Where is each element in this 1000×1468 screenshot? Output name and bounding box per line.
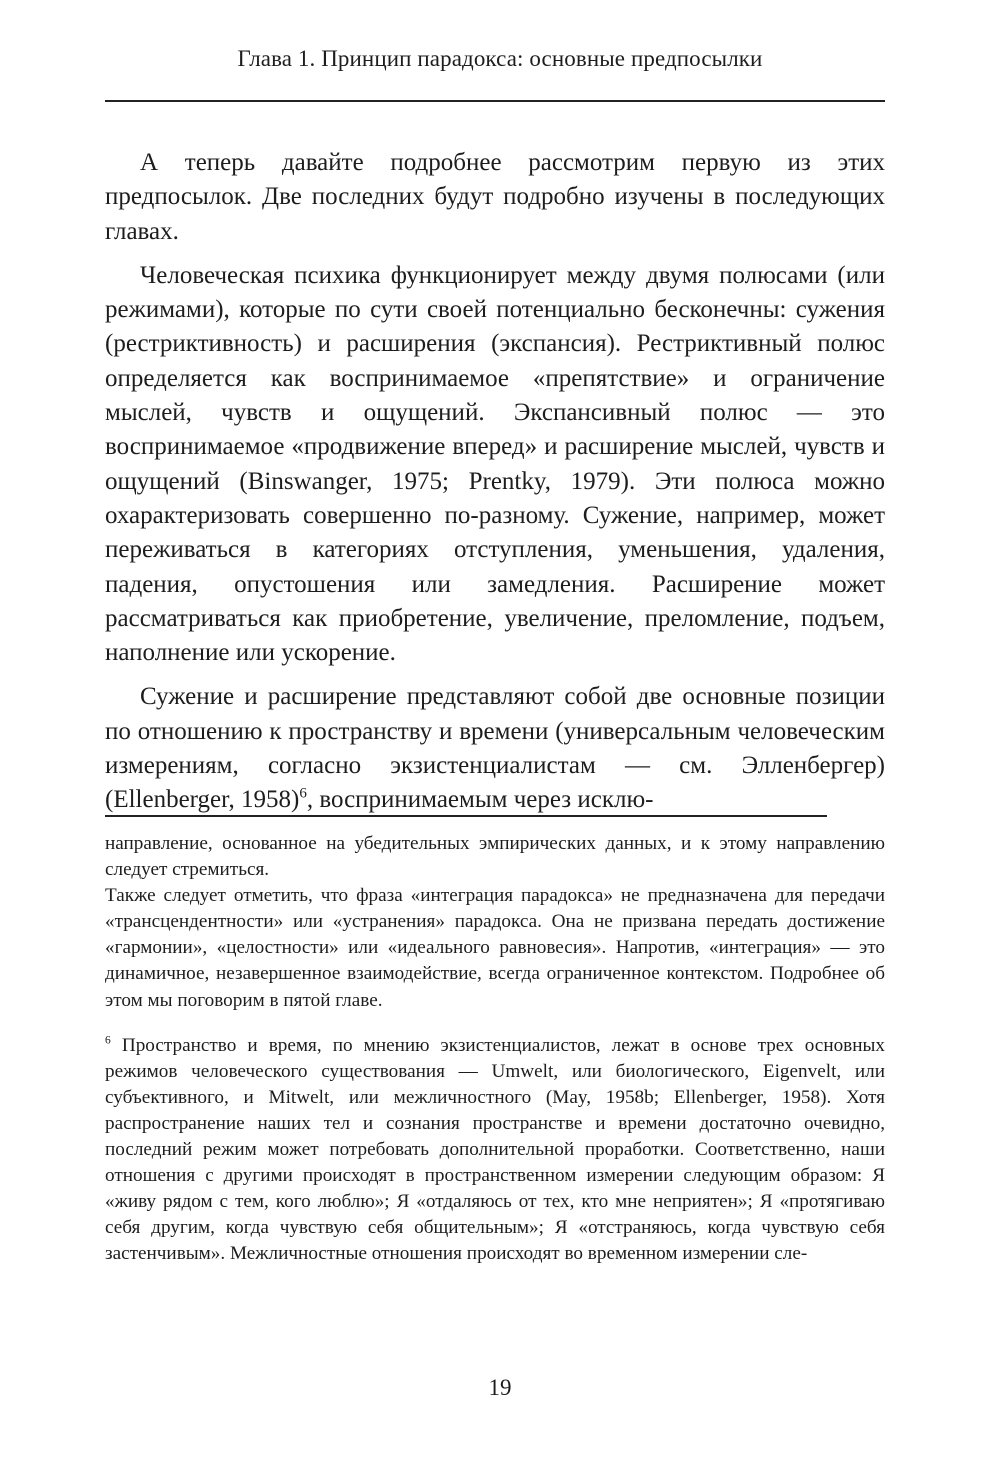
page-number: 19: [488, 1375, 512, 1400]
paragraph-2: Человеческая психика функционирует между двумя полюсами (или режимами), которые по сути своей потенциально бесконечны: сужения (рестриктивность) и расширения (экспансия). Рестриктивный полюс определяется как воспринимаемое «препятствие» и ограничение мыслей, чувств и ощущений. Экспансивный полюс — это воспринимаемое «продвижение вперед» и расширение мыслей, чувств и ощущений (Binswanger, 1975; Prentky, 1979). Эти полюса можно охарактеризовать совершенно по-разному. Сужение, например, может переживаться в категориях отступления, уменьшения, удаления, падения, опустошения или замедления. Расширение может рассматриваться как приобретение, увеличение, преломление, подъем, наполнение или ускорение.: [105, 261, 885, 667]
paragraph-1: А теперь давайте подробнее рассмотрим первую из этих предпосылок. Две последних будут подробно изучены в последующих главах.: [105, 149, 885, 245]
footnote-continuation-2: Также следует отметить, что фраза «интеграция парадокса» не предназначена для передачи «трансцендентности» или «устранения» парадокса. Она не призвана передать достижение «гармонии», «целостности» или «идеального равновесия». Напротив, «интеграция» — это динамичное, незавершенное взаимодействие, всегда ограниченное контекстом. Подробнее об этом мы поговорим в пятой главе.: [105, 885, 885, 1011]
paragraph-3: [105, 680, 885, 817]
footnote-continuation-1: направление, основанное на убедительных эмпирических данных, и к этому направлению следует стремиться.: [105, 833, 885, 881]
main-text: [105, 146, 885, 818]
footnote-6-text: Пространство и время, по мнению экзистенциалистов, лежат в основе трех основных режимов человеческого существования — Umwelt, или биологического, Eigenvelt, или субъективного, и Mitwelt, или межличностного (May, 1958b; Ellenberger, 1958). Хотя распространение наших тел и сознания пространстве и времени достаточно очевидно, последний режим может потребовать дополнительной проработки. Соответственно, наши отношения с другими происходят в пространственном измерении следующим образом: Я «живу рядом с тем, кого люблю»; Я «отдаляюсь от тех, кто мне неприятен»; Я «протягиваю себя другим, когда чувствую себя общительным»; Я «отстраняюсь, когда чувствую себя застенчивым». Межличностные отношения происходят во временном измерении сле-: [105, 1034, 885, 1265]
footnote-6-mark: 6: [105, 1034, 111, 1047]
footnote-reference-6: 6: [299, 786, 307, 803]
footnote-6: [105, 1033, 885, 1268]
header-rule: [105, 100, 885, 102]
footnote-rule: [105, 815, 827, 817]
running-head: Глава 1. Принцип парадокса: основные предпосылки: [237, 46, 763, 71]
footnotes: [105, 831, 885, 1268]
paragraph-3-text-before-ref: Сужение и расширение представляют собой две основные позиции по отношению к пространству и времени (универсальным человеческим измерениям, согласно экзистенциалистам — см. Элленбергер) (Ellenberger, 1958): [105, 683, 885, 814]
paragraph-3-text-after-ref: , воспринимаемым через исклю-: [306, 786, 654, 814]
